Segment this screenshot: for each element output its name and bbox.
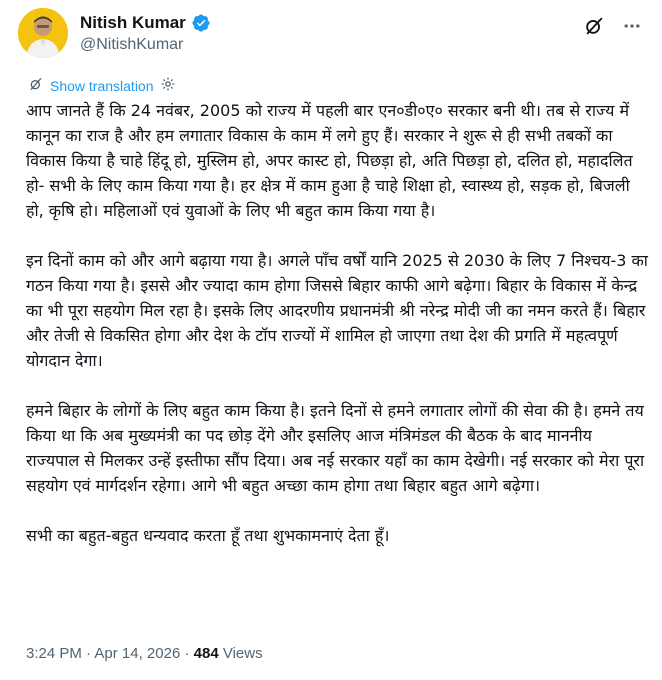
author-handle[interactable]: @NitishKumar xyxy=(80,36,184,53)
verified-badge-icon xyxy=(191,13,211,33)
tweet-paragraph: हमने बिहार के लोगों के लिए बहुत काम किया है। इतने दिनों से हमने लगातार लोगों की सेवा की है। हमने तय किया था कि अब मुख्यमंत्री का पद छोड़ देंगे और इसलिए आज मंत्रिमंडल की बैठक के बाद माननीय राज्यपाल से मिलकर उन्हें इस्तीफा सौंप दिया। अब नई सरकार यहाँ का काम देखेगी। नई सरकार को मेरा पूरा सहयोग एवं मार्गदर्शन रहेगा। आगे भी बहुत अच्छा काम होगा तथा बिहार बहुत आगे बढ़ेगा। xyxy=(26,401,645,495)
display-name-row xyxy=(80,12,211,34)
avatar[interactable] xyxy=(18,8,68,58)
tweet-text xyxy=(26,98,650,548)
meta-separator: · xyxy=(180,645,194,662)
show-translation-label: Show translation xyxy=(50,77,154,94)
tweet-paragraph: इन दिनों काम को और आगे बढ़ाया गया है। अगले पाँच वर्षों यानि 2025 से 2030 के लिए 7 निश्चय-3 का गठन किया गया है। इससे और ज्यादा काम होगा जिससे बिहार काफी आगे बढ़ेगा। बिहार के विकास में केन्द्र का भी पूरा सहयोग मिल रहा है। इसके लिए आदरणीय प्रधानमंत्री श्री नरेन्द्र मोदी जी का नमन करते हैं। बिहार और तेजी से विकसित होगा और देश के टॉप राज्यों में शामिल हो जाएगा तथा देश की प्रगति में महत्वपूर्ण योगदान देगा। xyxy=(26,251,648,370)
translate-icon xyxy=(28,76,44,95)
author-names xyxy=(80,12,211,54)
tweet-header xyxy=(18,8,644,60)
tweet-meta xyxy=(26,645,263,662)
tweet-paragraph: सभी का बहुत-बहुत धन्यवाद करता हूँ तथा शुभकामनाएं देता हूँ। xyxy=(26,526,390,545)
more-horizontal-icon[interactable] xyxy=(620,14,644,38)
display-name[interactable]: Nitish Kumar xyxy=(80,13,186,32)
views-count: 484 xyxy=(193,645,219,662)
gear-icon[interactable] xyxy=(160,76,176,95)
header-actions xyxy=(582,14,644,38)
tweet-time[interactable]: 3:24 PM xyxy=(26,645,82,662)
grok-icon[interactable] xyxy=(582,14,606,38)
meta-separator: · xyxy=(81,645,95,662)
tweet-paragraph: आप जानते हैं कि 24 नवंबर, 2005 को राज्य में पहली बार एन०डी०ए० सरकार बनी थी। तब से राज्य में कानून का राज है और हम लगातार विकास के काम में लगे हुए हैं। सरकार ने शुरू से ही सभी तबकों का विकास किया है चाहे हिंदू हो, मुस्लिम हो, अपर कास्ट हो, पिछड़ा हो, अति पिछड़ा हो, दलित हो, महादलित हो- सभी के लिए काम किया गया है। हर क्षेत्र में काम हुआ है चाहे शिक्षा हो, स्वास्थ्य हो, सड़क हो, बिजली हो, कृषि हो। महिलाओं एवं युवाओं के लिए भी बहुत काम किया गया है। xyxy=(26,101,633,220)
tweet-date[interactable]: Apr 14, 2026 xyxy=(94,645,181,662)
views-label: Views xyxy=(218,645,263,662)
show-translation-button[interactable] xyxy=(28,76,176,95)
avatar-image xyxy=(18,8,68,58)
